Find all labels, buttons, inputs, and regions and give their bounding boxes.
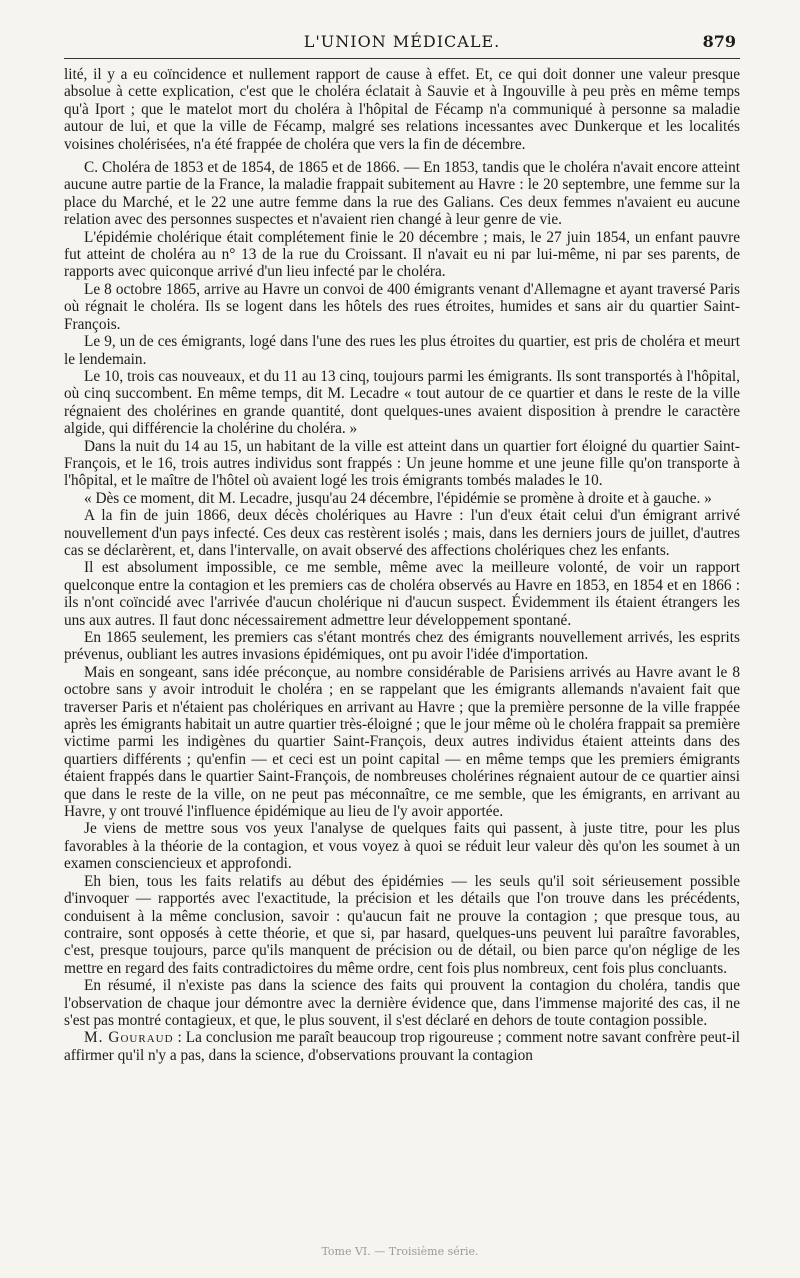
speaker-name: M. Gouraud <box>84 1029 174 1047</box>
running-title: L'UNION MÉDICALE. <box>303 32 501 51</box>
paragraph: Il est absolument impossible, ce me semble, même avec la meilleure volonté, de voir un rapport quelconque entre la contagion et les premiers cas de choléra observés au Havre en 1853, en 1854 et en 1866 : ils n'ont coïncidé avec l'arrivée d'aucun cholérique ni d'aucun suspect. Évidemment ils étaient étrangers les uns aux autres. Il faut donc nécessairement admettre leur développement spontané. <box>64 559 740 629</box>
paragraph: Eh bien, tous les faits relatifs au début des épidémies — les seuls qu'il soit sérieusement possible d'invoquer — rapportés avec l'exactitude, la précision et les détails que l'on trouve dans les précédents, conduisent à la même conclusion, savoir : qu'aucun fait ne prouve la contagion ; que presque tous, au contraire, sont opposés à cette théorie, et que si, par hasard, quelques-uns peuvent lui paraître favorables, c'est, presque toujours, parce qu'ils manquent de précision ou de détail, ou bien parce qu'on néglige de les mettre en regard des faits contradictoires du même ordre, cent fois plus nombreux, cent fois plus concluants. <box>64 872 740 977</box>
paragraph: Je viens de mettre sous vos yeux l'analyse de quelques faits qui passent, à juste titre, pour les plus favorables à la théorie de la contagion, et vous voyez à quoi se réduit leur valeur dès qu'on les soumet à un examen consciencieux et approfondi. <box>64 820 740 873</box>
running-head <box>64 30 740 60</box>
paragraph: Dans la nuit du 14 au 15, un habitant de la ville est atteint dans un quartier fort éloigné du quartier Saint-François, et le 16, trois autres individus sont frappés : Un jeune homme et une jeune fille qu'on transporte à l'hôpital, et le maître de l'hôtel où avaient logé les trois émigrants tombés malades le 10. <box>64 437 740 490</box>
paragraph: Le 8 octobre 1865, arrive au Havre un convoi de 400 émigrants venant d'Allemagne et ayant traversé Paris où régnait le choléra. Ils se logent dans les hôtels des rues étroites, humides et sans air du quartier Saint-François. <box>64 280 740 333</box>
article-body <box>64 66 740 1064</box>
paragraph-speaker-reply <box>64 1029 740 1064</box>
paragraph: lité, il y a eu coïncidence et nullement rapport de cause à effet. Et, ce qui doit donner une valeur presque absolue à cette explication, c'est que le choléra éclatait à Sauvie et à Ingouville à peu près en même temps qu'à Iport ; que le matelot mort du choléra à l'hôpital de Fécamp n'a communiqué à personne sa maladie autour de lui, et que la ville de Fécamp, malgré ses relations incessantes avec Dunkerque et les localités voisines cholérisées, n'a été frappée de choléra que vers la fin de décembre. <box>64 66 740 153</box>
paragraph: L'épidémie cholérique était complétement finie le 20 décembre ; mais, le 27 juin 1854, un enfant pauvre fut atteint de choléra au n° 13 de la rue du Croissant. Il n'avait eu ni par lui-même, ni par ses parents, de rapports avec quiconque arrivé d'un lieu infecté par le choléra. <box>64 228 740 281</box>
paragraph-section-c: C. Choléra de 1853 et de 1854, de 1865 et de 1866. — En 1853, tandis que le choléra n'avait encore atteint aucune autre partie de la France, la maladie frappait subitement au Havre : le 20 septembre, une femme sur la place du Marché, et le 22 une autre femme dans la rue des Galians. Ces deux femmes n'avaient eu aucune relation avec des personnes suspectes et n'avaient rien changé à leur genre de vie. <box>64 159 740 229</box>
header-rule <box>64 58 740 59</box>
page-footer: Tome VI. — Troisième série. <box>321 1245 479 1258</box>
page-number: 879 <box>702 32 736 51</box>
paragraph: Le 9, un de ces émigrants, logé dans l'une des rues les plus étroites du quartier, est pris de choléra et meurt le lendemain. <box>64 333 740 368</box>
paragraph: En 1865 seulement, les premiers cas s'étant montrés chez des émigrants nouvellement arrivés, les esprits prévenus, oubliant les autres invasions épidémiques, ont pu avoir l'idée d'importation. <box>64 629 740 664</box>
speaker-text: : La conclusion me paraît beaucoup trop rigoureuse ; comment notre savant confrère peut-il affirmer qu'il n'y a pas, dans la science, d'observations prouvant la contagion <box>64 1029 740 1064</box>
paragraph: En résumé, il n'existe pas dans la science des faits qui prouvent la contagion du choléra, tandis que l'observation de chaque jour démontre avec la dernière évidence que, dans l'immense majorité des cas, il ne s'est pas montré contagieux, et que, le plus souvent, il s'est déclaré en dehors de toute contagion possible. <box>64 977 740 1029</box>
paragraph: Le 10, trois cas nouveaux, et du 11 au 13 cinq, toujours parmi les émigrants. Ils sont transportés à l'hôpital, où cinq succombent. En même temps, dit M. Lecadre « tout autour de ce quartier et dans le reste de la ville régnaient des cholérines en grande quantité, dont quelques-unes avaient disposition à prendre le caractère algide, qui différencie la cholérine du choléra. » <box>64 367 740 438</box>
paragraph: A la fin de juin 1866, deux décès cholériques au Havre : l'un d'eux était celui d'un émigrant arrivé nouvellement d'un pays infecté. Ces deux cas restèrent isolés ; mais, dans les derniers jours de juillet, d'autres cas se déclarèrent, et, dans l'intervalle, on avait observé des affections cholériques chez les enfants. <box>64 507 740 559</box>
paragraph: Mais en songeant, sans idée préconçue, au nombre considérable de Parisiens arrivés au Havre avant le 8 octobre sans y avoir introduit le choléra ; en se rappelant que les émigrants allemands n'avaient fait que traverser Paris et n'étaient pas cholériques en arrivant au Havre ; que la première personne de la ville frappée après les émigrants habitait un autre quartier très-éloigné ; que le jour même où le choléra frappait sa première victime parmi les indigènes du quartier Saint-François, deux autres individus étaient atteints dans des quartiers différents ; qu'enfin — et ceci est un point capital — en même temps que les premiers émigrants étaient frappés dans le quartier Saint-François, de nombreuses cholérines régnaient autour de ce quartier ainsi que dans le reste de la ville, on ne peut pas méconnaître, ce me semble, que les émigrants, en arrivant au Havre, y ont trouvé l'influence épidémique au lieu de l'y avoir apportée. <box>64 663 740 821</box>
paragraph: « Dès ce moment, dit M. Lecadre, jusqu'au 24 décembre, l'épidémie se promène à droite et à gauche. » <box>84 489 712 507</box>
